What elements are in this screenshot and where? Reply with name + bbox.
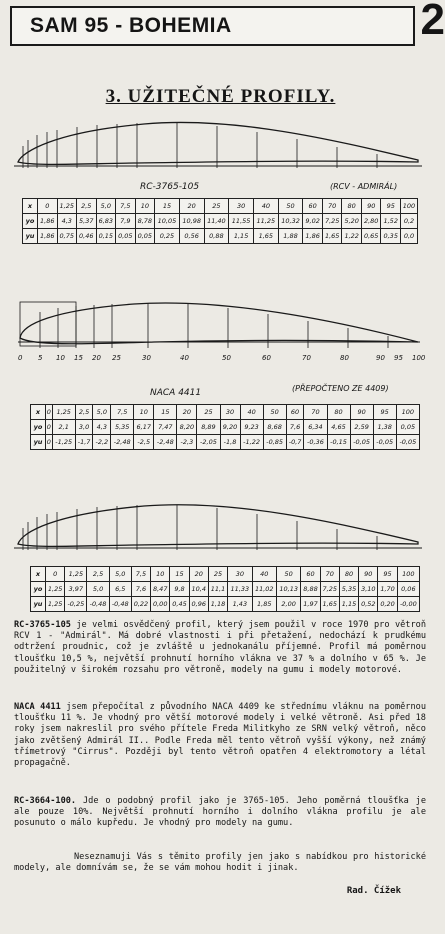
- paragraph-closing-text: Neseznamuji Vás s těmito profily jen jako s nabídkou pro historické modely, ale domnívám se, že se vám mohou hodit i jinak.: [14, 852, 426, 874]
- table-cell: 1,70: [378, 582, 397, 597]
- table-cell: 40: [253, 199, 278, 214]
- table-cell: 0,25: [155, 229, 180, 244]
- table-cell: -0,36: [304, 435, 327, 450]
- table-cell: 10: [151, 567, 170, 582]
- table-cell: 10,32: [278, 214, 303, 229]
- table-cell: 0,96: [189, 597, 208, 612]
- table-cell: 6,17: [134, 420, 154, 435]
- profile-2-caption: NACA 4411: [150, 388, 202, 398]
- table-cell: 2,80: [361, 214, 381, 229]
- table-cell: 9,02: [303, 214, 323, 229]
- section-title: 3. UŽITEČNÉ PROFILY.: [105, 86, 336, 107]
- table-cell: 5,0: [96, 199, 116, 214]
- axis-tick: 40: [180, 354, 189, 362]
- table-cell: 0,00: [151, 597, 170, 612]
- axis-tick: 90: [376, 354, 385, 362]
- table-cell: 1,43: [228, 597, 252, 612]
- row-label: x: [31, 567, 46, 582]
- profile-2-table: [30, 404, 420, 450]
- paragraph-rc3765: [14, 620, 426, 676]
- axis-tick: 5: [38, 354, 43, 362]
- table-cell: 11,33: [228, 582, 252, 597]
- table-cell: 100: [397, 567, 419, 582]
- table-cell: 7,25: [322, 214, 342, 229]
- table-cell: 70: [320, 567, 339, 582]
- table-cell: 60: [303, 199, 323, 214]
- page-header: [10, 6, 415, 46]
- table-cell: 4,3: [93, 420, 111, 435]
- profile-1-caption: RC-3765-105: [140, 182, 200, 192]
- table-cell: 1,65: [253, 229, 278, 244]
- table-cell: 0,15: [96, 229, 116, 244]
- table-cell: -0,05: [373, 435, 396, 450]
- table-cell: 5,0: [93, 405, 111, 420]
- table-cell: 10,05: [155, 214, 180, 229]
- table-cell: 10,4: [189, 582, 208, 597]
- table-row: [31, 597, 420, 612]
- page-number: 2: [420, 0, 445, 44]
- table-cell: 10,98: [179, 214, 204, 229]
- axis-tick: 80: [340, 354, 349, 362]
- table-cell: 70: [322, 199, 342, 214]
- table-cell: 50: [276, 567, 300, 582]
- table-cell: 10,13: [276, 582, 300, 597]
- table-cell: 1,25: [57, 199, 77, 214]
- table-cell: 6,34: [304, 420, 327, 435]
- table-cell: -2,2: [93, 435, 111, 450]
- axis-tick: 25: [112, 354, 121, 362]
- table-cell: 9,8: [170, 582, 189, 597]
- table-cell: -2,05: [197, 435, 220, 450]
- table-cell: 8,78: [135, 214, 155, 229]
- table-row: [31, 582, 420, 597]
- table-cell: 0,0: [400, 229, 417, 244]
- row-label: yu: [23, 229, 38, 244]
- airfoil-drawing-3: [14, 492, 424, 558]
- airfoil-drawing-1: [14, 110, 424, 176]
- table-cell: 5,35: [111, 420, 134, 435]
- paragraph-closing: [14, 852, 426, 874]
- paragraph-rc3765-lead: RC-3765-105: [14, 620, 71, 630]
- row-label: yo: [31, 420, 46, 435]
- row-label: yu: [31, 597, 46, 612]
- row-label: yo: [31, 582, 46, 597]
- table-cell: -1,7: [75, 435, 93, 450]
- table-cell: 2,5: [87, 567, 109, 582]
- profile-2-table-body: [31, 405, 420, 450]
- table-cell: 0: [46, 420, 53, 435]
- profile-3-table: [30, 566, 420, 612]
- table-cell: 80: [339, 567, 358, 582]
- table-cell: 25: [208, 567, 227, 582]
- table-cell: 40: [252, 567, 276, 582]
- table-cell: 8,47: [151, 582, 170, 597]
- table-cell: 2,59: [350, 420, 373, 435]
- airfoil-2-outline: [20, 303, 418, 344]
- table-row: [23, 199, 418, 214]
- table-cell: 20: [177, 405, 197, 420]
- profile-1-note: (RCV - ADMIRÁL): [330, 182, 398, 191]
- table-cell: 6,5: [109, 582, 131, 597]
- table-cell: -0,00: [397, 597, 419, 612]
- airfoil-2-box: [20, 302, 76, 346]
- table-cell: 60: [301, 567, 320, 582]
- table-cell: 100: [396, 405, 419, 420]
- table-cell: 3,0: [75, 420, 93, 435]
- table-cell: 11,40: [204, 214, 229, 229]
- table-cell: -1,25: [52, 435, 75, 450]
- row-label: yo: [23, 214, 38, 229]
- table-cell: 1,52: [381, 214, 401, 229]
- table-cell: 15: [154, 405, 177, 420]
- table-cell: 80: [342, 199, 362, 214]
- table-cell: 1,25: [52, 405, 75, 420]
- table-cell: -0,15: [327, 435, 350, 450]
- table-cell: -0,25: [65, 597, 87, 612]
- table-cell: 50: [263, 405, 286, 420]
- table-cell: -2,48: [111, 435, 134, 450]
- table-cell: 20: [179, 199, 204, 214]
- signature: Rad. Čížek: [346, 886, 401, 896]
- table-cell: -0,7: [286, 435, 304, 450]
- table-row: [23, 214, 418, 229]
- paragraph-rc3664-text: Jde o podobný profil jako je 3765-105. Jeho poměrná tloušťka je ale pouze 10%. Největší prohnutí horního i dolního vlákna profilu je ale posunuto o málo kupředu. Je vhodný pro modely na gumu.: [14, 796, 426, 829]
- table-cell: 1,85: [252, 597, 276, 612]
- table-cell: 7,5: [111, 405, 134, 420]
- table-cell: 0,35: [381, 229, 401, 244]
- table-cell: -1,22: [240, 435, 263, 450]
- axis-tick: 60: [262, 354, 271, 362]
- paragraph-rc3664: [14, 796, 426, 830]
- table-cell: 1,25: [65, 567, 87, 582]
- table-cell: 0,75: [57, 229, 77, 244]
- axis-tick: 10: [56, 354, 65, 362]
- table-cell: 0,05: [135, 229, 155, 244]
- table-cell: 90: [350, 405, 373, 420]
- axis-tick: 0: [18, 354, 23, 362]
- axis-tick: 100: [412, 354, 426, 362]
- table-cell: 25: [204, 199, 229, 214]
- profile-3-table-body: [31, 567, 420, 612]
- table-cell: 2,1: [52, 420, 75, 435]
- table-cell: 30: [229, 199, 254, 214]
- table-cell: 1,15: [229, 229, 254, 244]
- table-cell: 3,10: [359, 582, 378, 597]
- table-cell: 0,05: [396, 420, 419, 435]
- table-cell: 2,00: [276, 597, 300, 612]
- airfoil-1-outline: [18, 122, 418, 164]
- axis-tick: 20: [92, 354, 101, 362]
- table-cell: 10: [135, 199, 155, 214]
- table-cell: 7,5: [131, 567, 150, 582]
- table-cell: 30: [220, 405, 240, 420]
- table-cell: 4,3: [57, 214, 77, 229]
- table-cell: 60: [286, 405, 304, 420]
- table-cell: 0,65: [361, 229, 381, 244]
- table-cell: -2,5: [134, 435, 154, 450]
- table-cell: 1,86: [38, 229, 58, 244]
- table-cell: 7,9: [116, 214, 136, 229]
- table-cell: 0,2: [400, 214, 417, 229]
- table-cell: -2,3: [177, 435, 197, 450]
- table-cell: 1,65: [320, 597, 339, 612]
- airfoil-3-outline: [18, 505, 418, 547]
- table-cell: 1,86: [38, 214, 58, 229]
- table-cell: 90: [361, 199, 381, 214]
- table-cell: 3,97: [65, 582, 87, 597]
- paragraph-naca4411-lead: NACA 4411: [14, 702, 61, 712]
- table-cell: 0,05: [116, 229, 136, 244]
- table-cell: 1,97: [301, 597, 320, 612]
- table-cell: 8,20: [177, 420, 197, 435]
- paragraph-naca4411: [14, 702, 426, 769]
- row-label: yu: [31, 435, 46, 450]
- table-cell: 0,22: [131, 597, 150, 612]
- table-cell: -0,05: [350, 435, 373, 450]
- table-cell: 50: [278, 199, 303, 214]
- table-cell: 0,88: [204, 229, 229, 244]
- axis-tick: 30: [142, 354, 151, 362]
- table-cell: 1,25: [46, 597, 65, 612]
- table-cell: 1,65: [322, 229, 342, 244]
- table-cell: 11,1: [208, 582, 227, 597]
- table-cell: 0,46: [77, 229, 97, 244]
- table-cell: 100: [400, 199, 417, 214]
- table-cell: 1,88: [278, 229, 303, 244]
- table-cell: 7,6: [286, 420, 304, 435]
- row-label: x: [23, 199, 38, 214]
- table-cell: 25: [197, 405, 220, 420]
- row-label: x: [31, 405, 46, 420]
- axis-tick: 95: [394, 354, 403, 362]
- table-cell: 1,25: [46, 582, 65, 597]
- table-cell: 0,06: [397, 582, 419, 597]
- table-cell: 70: [304, 405, 327, 420]
- table-cell: 40: [240, 405, 263, 420]
- table-cell: 9,20: [220, 420, 240, 435]
- paragraph-rc3664-lead: RC-3664-100.: [14, 796, 77, 806]
- axis-tick: 50: [222, 354, 231, 362]
- table-cell: 90: [359, 567, 378, 582]
- table-cell: 7,5: [116, 199, 136, 214]
- table-cell: 7,47: [154, 420, 177, 435]
- profile-1-table-body: [23, 199, 418, 244]
- table-cell: 8,68: [263, 420, 286, 435]
- table-cell: 1,22: [342, 229, 362, 244]
- table-cell: 0,56: [179, 229, 204, 244]
- table-cell: 95: [381, 199, 401, 214]
- table-cell: 80: [327, 405, 350, 420]
- table-cell: 10: [134, 405, 154, 420]
- profile-1-table: [22, 198, 418, 244]
- table-cell: 11,02: [252, 582, 276, 597]
- table-cell: 7,25: [320, 582, 339, 597]
- table-cell: 11,55: [229, 214, 254, 229]
- table-cell: 1,38: [373, 420, 396, 435]
- table-cell: -0,05: [396, 435, 419, 450]
- table-cell: 0,20: [378, 597, 397, 612]
- table-row: [31, 435, 420, 450]
- table-row: [23, 229, 418, 244]
- paragraph-rc3765-text: je velmi osvědčený profil, který jsem použil v roce 1970 pro větroň RCV 1 - "Admirál". Má dobré vlastnosti i při přetažení, nedochází k prudkému odtržení proudnic, což je zvláště u jednokanálu příjemné. Profil má poměrnou tloušťku 10,5 %, největší prohnutí horního vlákna ve 37 % a dolního v 65 %. Je použitelný v širokém rozsahu pro větroně, modely na gumu i modely motorové.: [14, 620, 426, 675]
- table-cell: 1,18: [208, 597, 227, 612]
- table-cell: -1,8: [220, 435, 240, 450]
- table-cell: 6,83: [96, 214, 116, 229]
- table-cell: 15: [170, 567, 189, 582]
- table-cell: 20: [189, 567, 208, 582]
- table-cell: -0,48: [109, 597, 131, 612]
- table-cell: 30: [228, 567, 252, 582]
- table-cell: 0,45: [170, 597, 189, 612]
- table-cell: 5,0: [87, 582, 109, 597]
- table-cell: 15: [155, 199, 180, 214]
- table-cell: 5,20: [342, 214, 362, 229]
- table-cell: 7,6: [131, 582, 150, 597]
- profile-2-note: (PŘEPOČTENO ZE 4409): [292, 384, 389, 393]
- table-cell: 4,65: [327, 420, 350, 435]
- table-cell: 2,5: [75, 405, 93, 420]
- table-cell: 5,35: [339, 582, 358, 597]
- axis-tick: 70: [302, 354, 311, 362]
- table-cell: 0: [46, 567, 65, 582]
- table-cell: 1,15: [339, 597, 358, 612]
- table-cell: 1,86: [303, 229, 323, 244]
- table-cell: 0: [46, 435, 53, 450]
- table-cell: 0: [46, 405, 53, 420]
- table-cell: 2,5: [77, 199, 97, 214]
- table-cell: 5,0: [109, 567, 131, 582]
- table-cell: 5,37: [77, 214, 97, 229]
- table-cell: -2,48: [154, 435, 177, 450]
- table-row: [31, 420, 420, 435]
- header-title: SAM 95 - BOHEMIA: [30, 14, 232, 37]
- airfoil-drawing-2: [14, 298, 424, 352]
- table-cell: -0,85: [263, 435, 286, 450]
- table-row: [31, 405, 420, 420]
- table-cell: 0,52: [359, 597, 378, 612]
- paragraph-naca4411-text: jsem přepočítal z původního NACA 4409 ke střednímu vláknu na poměrnou tloušťku 11 %. Je vhodný pro větší motorové modely i velké větroně. Asi před 18 roky jsem nakreslil pro svého přítele Freda Militkyho ze SRN velký větroň, něco jako zvětšený Admirál II.. Podle Freda měl tento větroň vyšší výkony, než známý třímetrový "Cirrus". Později byl tento větroň opatřen 4 elektromotory a létal propagačně.: [14, 702, 426, 769]
- table-cell: 0: [38, 199, 58, 214]
- table-cell: 8,88: [301, 582, 320, 597]
- table-cell: -0,48: [87, 597, 109, 612]
- table-cell: 95: [373, 405, 396, 420]
- table-cell: 95: [378, 567, 397, 582]
- axis-tick: 15: [74, 354, 83, 362]
- table-cell: 11,25: [253, 214, 278, 229]
- table-row: [31, 567, 420, 582]
- table-cell: 8,89: [197, 420, 220, 435]
- table-cell: 9,23: [240, 420, 263, 435]
